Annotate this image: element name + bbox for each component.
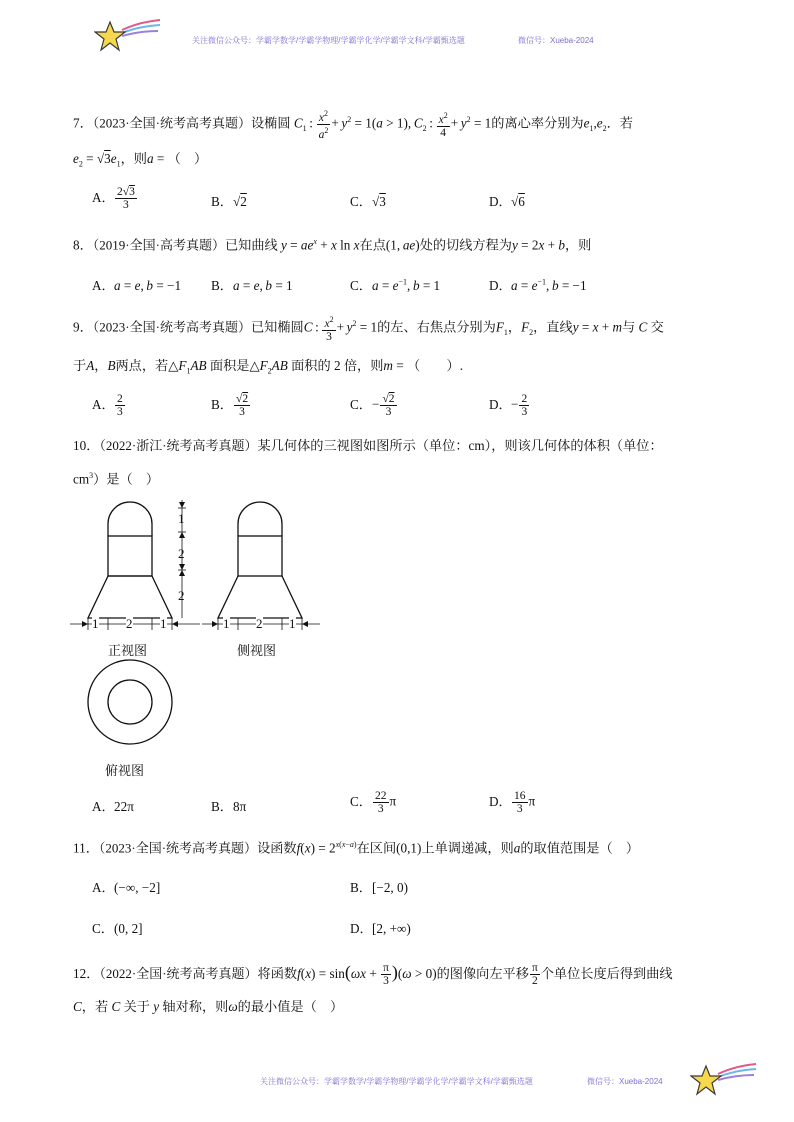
question-12-line1: 12．（2022·全国·统考高考真题）将函数f(x) = sin(ωx + $\frac{\pi}{3}$ )(ω > 0)的图像向左平移 $\frac{\pi}{2}$ 个单位长度后得到曲线 xyxy=(73,962,673,988)
front-dim-v3: 2 xyxy=(178,588,185,603)
q8-option-b[interactable]: B．a = e, b = 1 xyxy=(211,278,293,293)
q8-option-a[interactable]: A．a = e, b = −1 xyxy=(92,278,182,293)
question-10-line2: $cm^3$）是（ ） xyxy=(73,471,160,487)
q9-option-b[interactable]: B． $\frac{√2}{3}$ xyxy=(211,393,249,418)
question-7-line1: 7．（2023·全国·统考高考真题）设椭圆 $C_1$ : $\frac{x^2}{a^2}$ + $y^2 = 1(a > 1)$, $C_2$ : $\frac{x^2}{4}$ + $y^2 = 1$的离心率分别为$e_1,e_2$．若 xyxy=(73,109,633,141)
q8-option-d[interactable]: D．$a = e^{-1}$, b = −1 xyxy=(489,277,587,293)
question-10-line1: 10．（2022·浙江·统考高考真题）某几何体的三视图如图所示（单位：cm），则该几何体的体积（单位： xyxy=(73,438,663,453)
q11-option-d[interactable]: D．[2, +∞) xyxy=(350,921,411,936)
q10-option-d[interactable]: D． $\frac{16}{3}$ π xyxy=(489,790,536,815)
q9-option-c[interactable]: C．− $\frac{√2}{3}$ xyxy=(350,393,395,418)
header-notice: 关注微信公众号：学霸学数学/学霸学物理/学霸学化学/学霸学文科/学霸甄选题 xyxy=(192,36,465,45)
question-11-text: 11．（2023·全国·统考高考真题）设函数$f(x) = 2^{x(x-a)}$在区间(0,1)上单调递减，则a的取值范围是（ ） xyxy=(73,840,640,856)
q10-option-c[interactable]: C． $\frac{22}{3}$ π xyxy=(350,790,397,815)
star-logo-icon xyxy=(94,16,164,56)
footer-star-logo-icon xyxy=(690,1058,760,1098)
q7-option-b[interactable]: B．√2 xyxy=(211,194,247,209)
question-9-line1: 9．（2023·全国·统考高考真题）已知椭圆C : $\frac{x^2}{3}$ + $y^2 = 1$的左、右焦点分别为$F_1$，$F_2$，直线y = x + m与 C 交 xyxy=(73,315,664,343)
q7-option-d[interactable]: D．√6 xyxy=(489,194,525,209)
header-wechat: 微信号：Xueba-2024 xyxy=(518,36,594,45)
front-dim-v2: 2 xyxy=(178,546,185,561)
front-dim-h3: 1 xyxy=(160,616,167,631)
question-9-line2: 于A，B两点，若$\triangle F_1AB$ 面积是$\triangle F_2AB$ 面积的 2 倍，则m = （ ）. xyxy=(73,358,464,376)
q10-option-b[interactable]: B．8π xyxy=(211,799,247,814)
q11-option-b[interactable]: B．[−2, 0) xyxy=(350,880,409,895)
footer-notice: 关注微信公众号：学霸学数学/学霸学物理/学霸学化学/学霸学文科/学霸甄选题 xyxy=(260,1077,533,1086)
question-8-text: 8．（2019·全国·高考真题）已知曲线 $y = ae^x + x$ ln x在点(1, ae)处的切线方程为y = 2x + b，则 xyxy=(73,237,592,253)
side-view-figure xyxy=(200,496,324,636)
front-dim-h2: 2 xyxy=(126,616,133,631)
q7-option-c[interactable]: C．√3 xyxy=(350,194,386,209)
side-dim-h3: 1 xyxy=(289,616,296,631)
q8-option-c[interactable]: C．$a = e^{-1}$, b = 1 xyxy=(350,277,441,293)
question-12-line2: C，若 C 关于 y 轴对称，则ω的最小值是（ ） xyxy=(73,999,344,1014)
footer-wechat: 微信号：Xueba-2024 xyxy=(587,1077,663,1086)
front-dim-v1: 1 xyxy=(178,511,185,526)
top-view-figure xyxy=(84,656,176,748)
q7-option-a[interactable]: A． $\frac{2√3}{3}$ xyxy=(92,186,135,211)
q9-option-a[interactable]: A． $\frac{2}{3}$ xyxy=(92,393,123,418)
q11-option-c[interactable]: C．(0, 2] xyxy=(92,921,143,936)
top-view-label: 俯视图 xyxy=(105,763,145,778)
side-view-label: 侧视图 xyxy=(237,643,277,658)
side-dim-h1: 1 xyxy=(223,616,230,631)
q10-option-a[interactable]: A．22π xyxy=(92,799,134,814)
front-view-label: 正视图 xyxy=(108,643,148,658)
side-dim-h2: 2 xyxy=(256,616,263,631)
q11-option-a[interactable]: A．(−∞, −2] xyxy=(92,880,161,895)
question-7-line2: $e_2 = √3e_1$，则a = （ ） xyxy=(73,151,208,169)
q9-option-d[interactable]: D．− $\frac{2}{3}$ xyxy=(489,393,528,418)
front-dim-h1: 1 xyxy=(92,616,99,631)
